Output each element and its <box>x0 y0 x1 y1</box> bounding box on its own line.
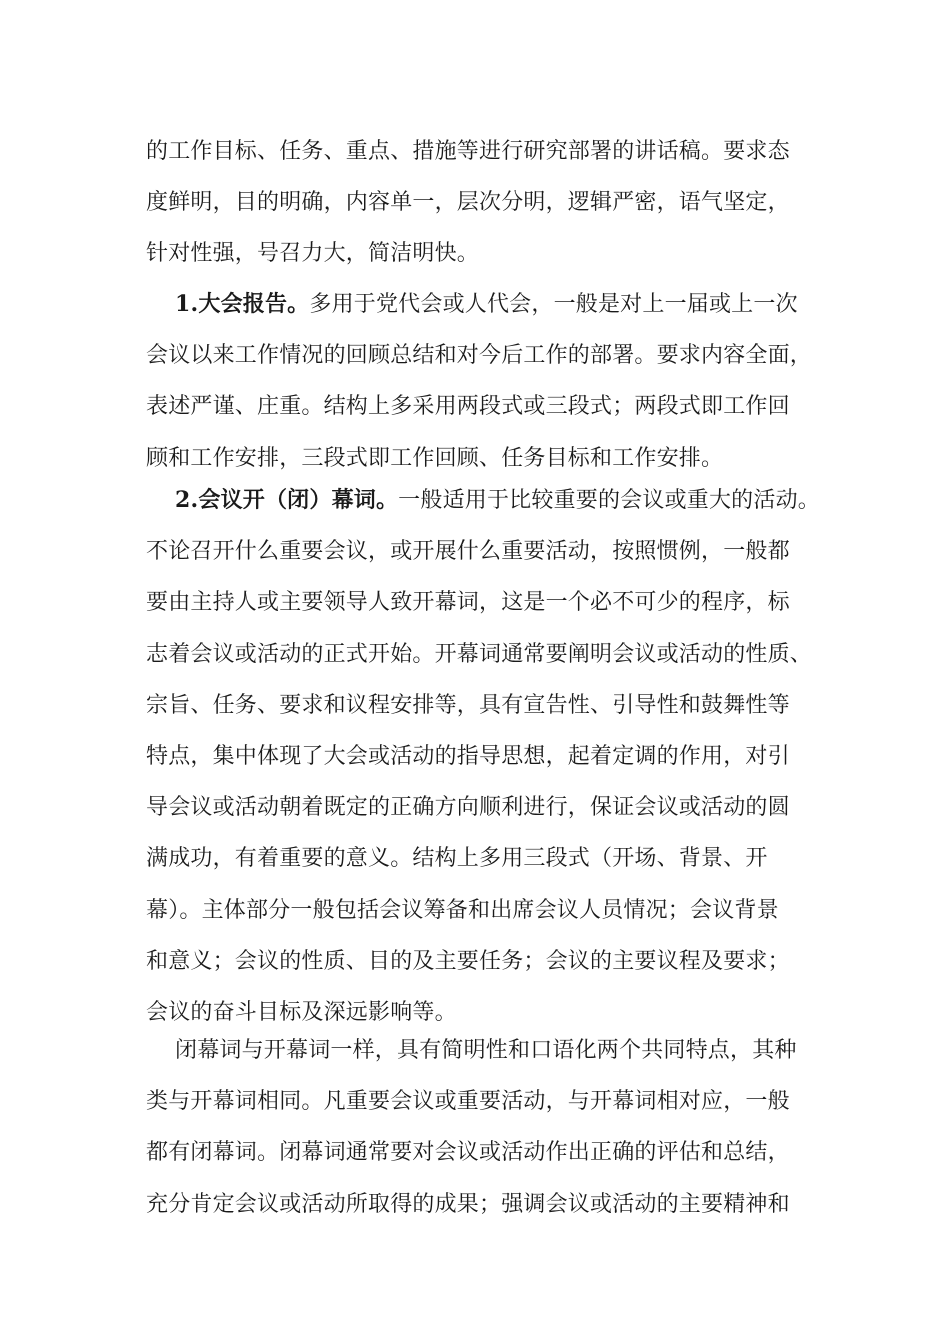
paragraph-opening-closing-speech <box>146 475 826 1038</box>
text-line <box>146 279 826 330</box>
text-line: 的工作目标、任务、重点、措施等进行研究部署的讲话稿。要求态 <box>146 139 790 164</box>
text-line: 导会议或活动朝着既定的正确方向顺利进行，保证会议或活动的圆 <box>146 795 790 821</box>
text-line: 要由主持人或主要领导人致开幕词，这是一个必不可少的程序，标 <box>146 590 790 616</box>
text-line: 都有闭幕词。闭幕词通常要对会议或活动作出正确的评估和总结， <box>146 1140 790 1166</box>
section-heading: 1.大会报告。 <box>175 291 310 317</box>
text-line: 顾和工作安排，三段式即工作回顾、任务目标和工作安排。 <box>146 445 724 471</box>
text-line: 幕）。主体部分一般包括会议筹备和出席会议人员情况；会议背景 <box>146 897 779 923</box>
paragraph-closing-speech <box>146 1025 826 1230</box>
text-line: 类与开幕词相同。凡重要会议或重要活动，与开幕词相对应，一般 <box>146 1089 790 1115</box>
text-run: 一般适用于比较重要的会议或重大的活动。 <box>398 488 820 513</box>
text-line: 宗旨、任务、要求和议程安排等，具有宣告性、引导性和鼓舞性等 <box>146 692 790 718</box>
text-line: 不论召开什么重要会议，或开展什么重要活动，按照惯例，一般都 <box>146 539 790 565</box>
text-line: 充分肯定会议或活动所取得的成果；强调会议或活动的主要精神和 <box>146 1191 790 1217</box>
text-line: 闭幕词与开幕词一样，具有简明性和口语化两个共同特点，其种 <box>175 1038 797 1063</box>
text-line: 针对性强，号召力大，简洁明快。 <box>146 241 480 267</box>
text-line: 志着会议或活动的正式开始。开幕词通常要阐明会议或活动的性质、 <box>146 641 813 667</box>
text-line: 表述严谨、庄重。结构上多采用两段式或三段式；两段式即工作回 <box>146 394 790 420</box>
text-line: 会议以来工作情况的回顾总结和对今后工作的部署。要求内容全面， <box>146 343 813 369</box>
paragraph-intro-continued <box>146 126 826 280</box>
text-line: 会议的奋斗目标及深远影响等。 <box>146 999 457 1025</box>
section-heading: 2.会议开（闭）幕词。 <box>175 487 399 513</box>
text-line: 和意义；会议的性质、目的及主要任务；会议的主要议程及要求； <box>146 948 790 974</box>
text-line: 满成功，有着重要的意义。结构上多用三段式（开场、背景、开 <box>146 846 768 872</box>
text-line: 特点，集中体现了大会或活动的指导思想，起着定调的作用，对引 <box>146 743 790 769</box>
text-run: 多用于党代会或人代会，一般是对上一届或上一次 <box>309 292 798 317</box>
text-line <box>146 475 826 526</box>
text-line: 度鲜明，目的明确，内容单一，层次分明，逻辑严密，语气坚定， <box>146 190 790 216</box>
paragraph-conference-report <box>146 279 826 484</box>
